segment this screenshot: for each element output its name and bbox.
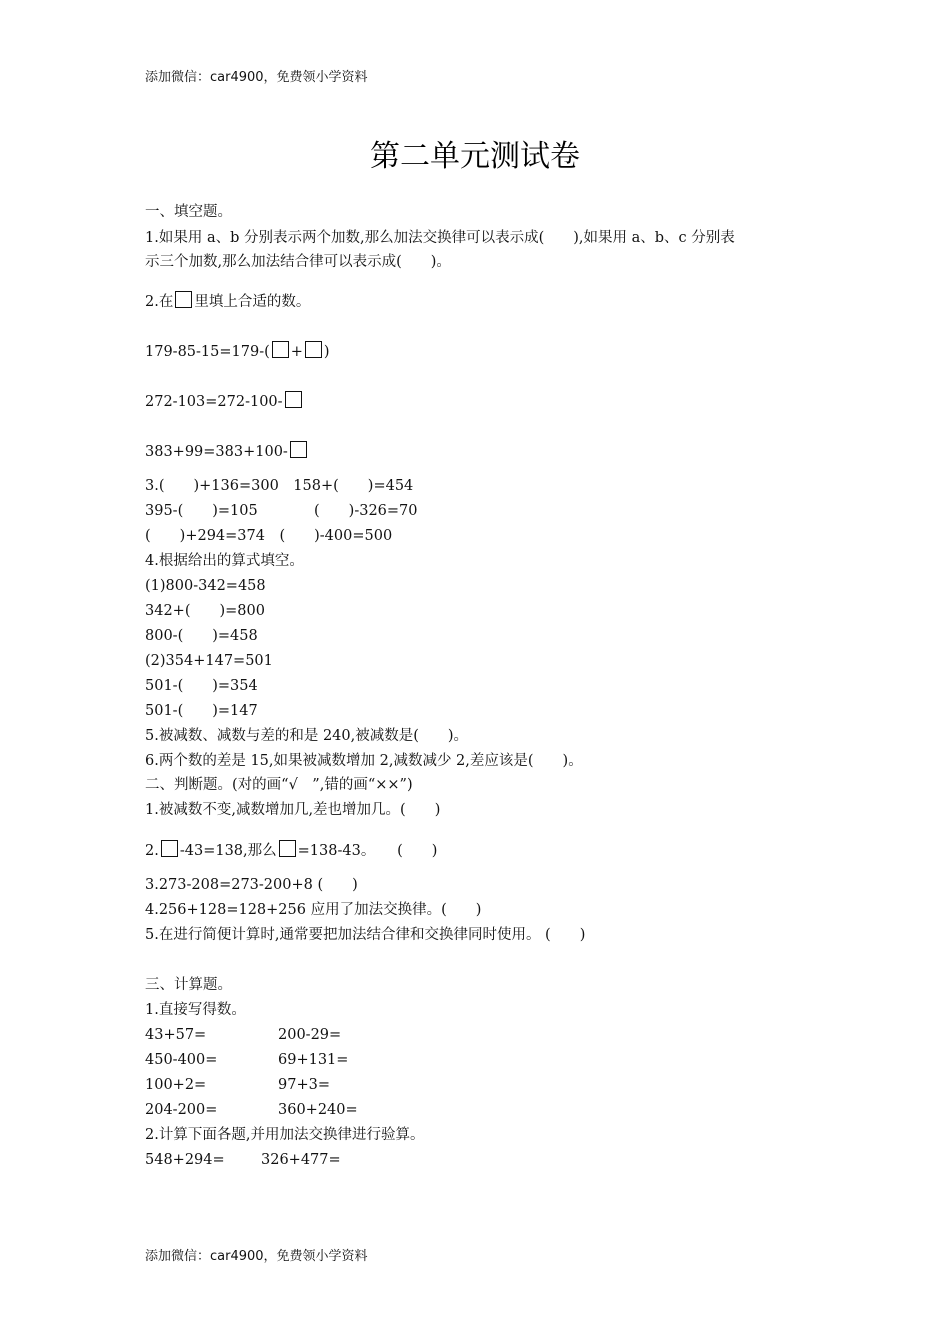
q4-line: 800-( )=458: [145, 628, 258, 644]
answer-box: [290, 441, 307, 458]
q4-heading: 4.根据给出的算式填空。: [145, 553, 304, 569]
judge-q2-post: =138-43。 ( ): [297, 843, 438, 859]
calc-item: 450-400=: [145, 1052, 218, 1068]
answer-box: [305, 341, 322, 358]
calc-item: 97+3=: [278, 1077, 330, 1093]
q2c-equation: [145, 441, 309, 462]
q4-line: (2)354+147=501: [145, 653, 273, 669]
calc-item: 43+57=: [145, 1027, 207, 1043]
q3-row3: ( )+294=374 ( )-400=500: [145, 528, 393, 544]
calc-item: 69+131=: [278, 1052, 349, 1068]
calc-item: 548+294=: [145, 1152, 225, 1168]
judge-q4: 4.256+128=128+256 应用了加法交换律。( ): [145, 902, 482, 918]
q4-line: (1)800-342=458: [145, 578, 266, 594]
answer-box: [175, 291, 192, 308]
section2-heading: 二、判断题。(对的画“√ ”,错的画“××”): [145, 777, 413, 793]
answer-box: [279, 840, 296, 857]
q4-line: 342+( )=800: [145, 603, 265, 619]
q2a-mid: +: [290, 344, 303, 360]
q3-row2b: ( )-326=70: [314, 503, 418, 519]
q2-pre-text: 2.在: [145, 294, 174, 310]
judge-q2-pre: 2.: [145, 843, 159, 859]
q2c-pre: 383+99=383+100-: [145, 444, 288, 460]
answer-box: [272, 341, 289, 358]
calc-item: 326+477=: [261, 1152, 341, 1168]
q2-instruction: [145, 291, 310, 312]
calc-item: 204-200=: [145, 1102, 218, 1118]
answer-box: [161, 840, 178, 857]
calc-item: 100+2=: [145, 1077, 207, 1093]
q2b-equation: [145, 391, 304, 412]
q2a-post: ): [323, 344, 330, 360]
q4-line: 501-( )=147: [145, 703, 258, 719]
q3-row1: 3.( )+136=300 158+( )=454: [145, 478, 414, 494]
q4-line: 501-( )=354: [145, 678, 258, 694]
q3-row2a: 395-( )=105: [145, 503, 258, 519]
page-title: 第二单元测试卷: [370, 139, 580, 174]
section3-heading: 三、计算题。: [145, 977, 232, 993]
calc-q2-heading: 2.计算下面各题,并用加法交换律进行验算。: [145, 1127, 425, 1143]
q2-post-text: 里填上合适的数。: [194, 294, 311, 310]
q1-line2: 示三个加数,那么加法结合律可以表示成( )。: [145, 254, 451, 270]
judge-q2: [145, 840, 437, 861]
answer-box: [285, 391, 302, 408]
q2b-pre: 272-103=272-100-: [145, 394, 283, 410]
section1-heading: 一、填空题。: [145, 204, 232, 220]
q2a-pre: 179-85-15=179-(: [145, 344, 270, 360]
judge-q1: 1.被减数不变,减数增加几,差也增加几。( ): [145, 802, 441, 818]
page-footer: 添加微信：car4900，免费领小学资料: [145, 1249, 368, 1264]
q1-line1: 1.如果用 a、b 分别表示两个加数,那么加法交换律可以表示成( ),如果用 a、b、c 分别表: [145, 230, 735, 246]
judge-q3: 3.273-208=273-200+8 ( ): [145, 877, 358, 893]
calc-item: 200-29=: [278, 1027, 342, 1043]
calc-item: 360+240=: [278, 1102, 358, 1118]
q2a-equation: [145, 341, 330, 362]
calc-q1-heading: 1.直接写得数。: [145, 1002, 246, 1018]
page-header: 添加微信：car4900，免费领小学资料: [145, 70, 368, 85]
judge-q2-mid: -43=138,那么: [179, 843, 277, 859]
judge-q5: 5.在进行简便计算时,通常要把加法结合律和交换律同时使用。 ( ): [145, 927, 586, 943]
q6-text: 6.两个数的差是 15,如果被减数增加 2,减数减少 2,差应该是( )。: [145, 753, 583, 769]
q5-text: 5.被减数、减数与差的和是 240,被减数是( )。: [145, 728, 469, 744]
